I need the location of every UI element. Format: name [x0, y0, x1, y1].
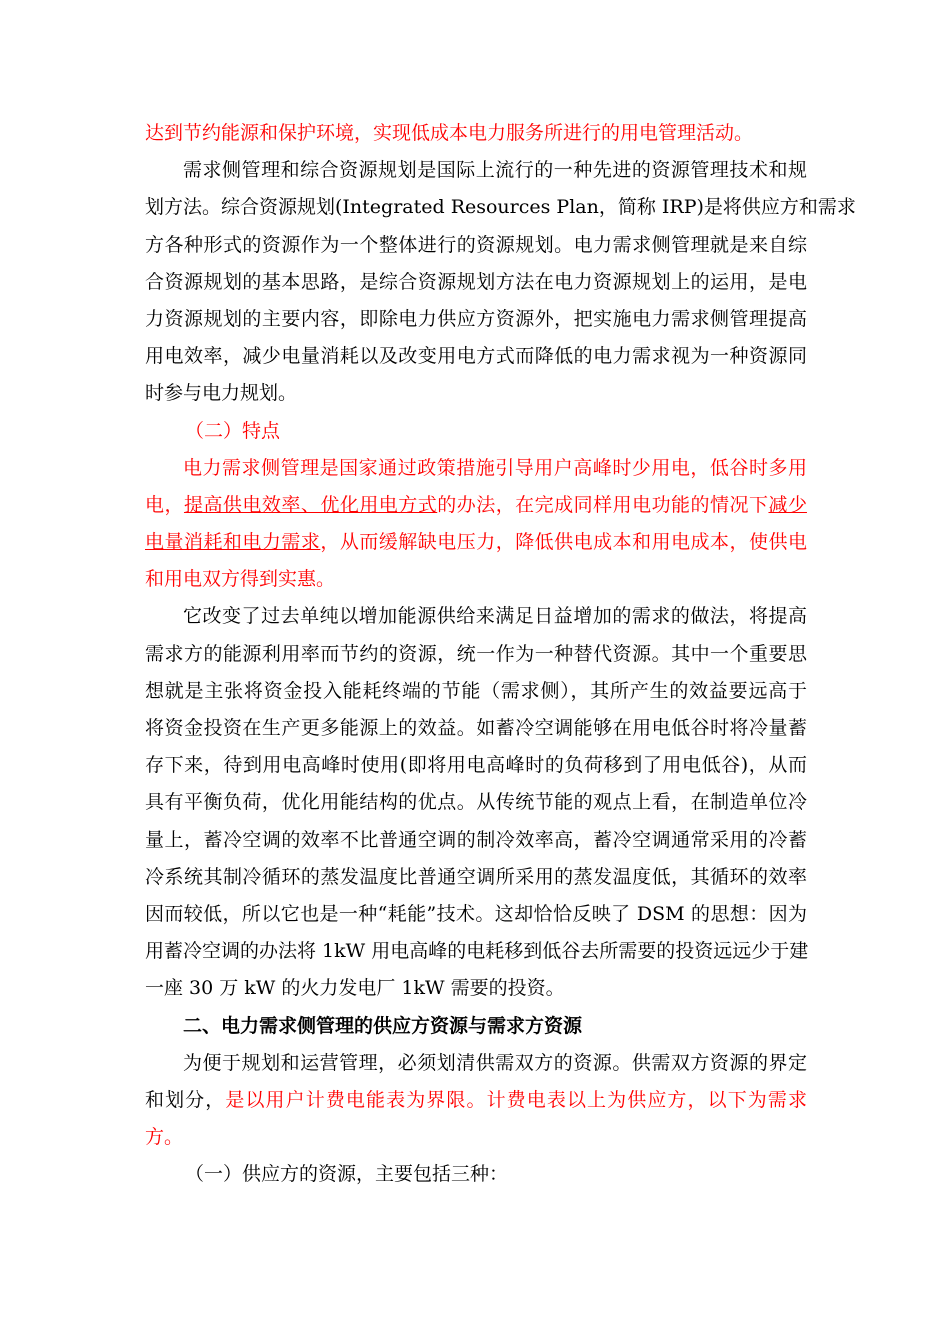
paragraph-line: 和用电双方得到实惠。	[145, 568, 336, 591]
paragraph-line: 划方法。综合资源规划(Integrated Resources Plan，简称 IRP)是将供应方和需求	[145, 196, 856, 219]
paragraph-line: 冷系统其制冷循环的蒸发温度比普通空调所采用的蒸发温度低，其循环的效率	[145, 865, 807, 888]
paragraph-irp	[145, 152, 856, 412]
underlined-text: 减少	[768, 493, 807, 516]
underlined-text: 电量消耗和电力需求	[145, 531, 321, 554]
paragraph-line: 电力需求侧管理是国家通过政策措施引导用户高峰时少用电，低谷时多用	[183, 456, 807, 479]
paragraph-line: 因而较低，所以它也是一种“耗能”技术。这却恰恰反映了 DSM 的思想：因为	[145, 902, 807, 925]
paragraph-line: 具有平衡负荷，优化用能结构的优点。从传统节能的观点上看，在制造单位冷	[145, 791, 807, 814]
paragraph-line: 用电效率，减少电量消耗以及改变用电方式而降低的电力需求视为一种资源同	[145, 345, 807, 368]
paragraph-change	[145, 598, 807, 1007]
section-heading: 二、电力需求侧管理的供应方资源与需求方资源	[183, 1014, 583, 1037]
heading-features: （二）特点	[185, 419, 281, 442]
paragraph-line: 它改变了过去单纯以增加能源供给来满足日益增加的需求的做法，将提高	[183, 605, 807, 628]
paragraph-line	[145, 1082, 807, 1119]
paragraph-line	[145, 524, 807, 561]
text-run: 的办法，在完成同样用电功能的情况下	[437, 493, 769, 516]
paragraph-line: 时参与电力规划。	[145, 382, 298, 405]
text-run: 和划分，	[145, 1088, 226, 1111]
underlined-text: 提高供电效率、优化用电方式	[183, 493, 438, 516]
paragraph-line: 量上，蓄冷空调的效率不比普通空调的制冷效率高，蓄冷空调通常采用的冷蓄	[145, 828, 807, 851]
paragraph-line: 想就是主张将资金投入能耗终端的节能（需求侧），其所产生的效益要远高于	[145, 679, 807, 702]
paragraph-line	[145, 487, 807, 524]
text-run: 电，	[145, 493, 184, 516]
paragraph-line: 为便于规划和运营管理，必须划清供需双方的资源。供需双方资源的界定	[183, 1051, 807, 1074]
highlighted-text: 是以用户计费电能表为界限。计费电表以上为供应方，以下为需求	[225, 1088, 807, 1111]
document-page	[145, 115, 856, 1193]
paragraph-line: 需求方的能源利用率而节约的资源，统一作为一种替代资源。其中一个重要思	[145, 642, 807, 665]
paragraph-line: 需求侧管理和综合资源规划是国际上流行的一种先进的资源管理技术和规	[183, 159, 807, 182]
paragraph-features	[145, 450, 807, 599]
paragraph-line: 用蓄冷空调的办法将 1kW 用电高峰的电耗移到低谷去所需要的投资远远少于建	[145, 940, 809, 963]
paragraph-line: 达到节约能源和保护环境，实现低成本电力服务所进行的用电管理活动。	[145, 122, 754, 144]
paragraph-line: 方。	[145, 1126, 184, 1149]
paragraph-line: 方各种形式的资源作为一个整体进行的资源规划。电力需求侧管理就是来自综	[145, 233, 807, 256]
text-run: ，从而缓解缺电压力，降低供电成本和用电成本，使供电	[320, 531, 807, 554]
subsection-heading: （一）供应方的资源，主要包括三种：	[185, 1163, 509, 1186]
paragraph-line: 一座 30 万 kW 的火力发电厂 1kW 需要的投资。	[145, 977, 565, 1000]
paragraph-section2	[145, 1045, 807, 1157]
paragraph-line: 合资源规划的基本思路，是综合资源规划方法在电力资源规划上的运用，是电	[145, 270, 807, 293]
paragraph-line: 将资金投资在生产更多能源上的效益。如蓄冷空调能够在用电低谷时将冷量蓄	[145, 717, 807, 739]
paragraph-line: 力资源规划的主要内容，即除电力供应方资源外，把实施电力需求侧管理提高	[145, 307, 807, 330]
paragraph-line: 存下来，待到用电高峰时使用(即将用电高峰时的负荷移到了用电低谷)，从而	[145, 754, 807, 777]
